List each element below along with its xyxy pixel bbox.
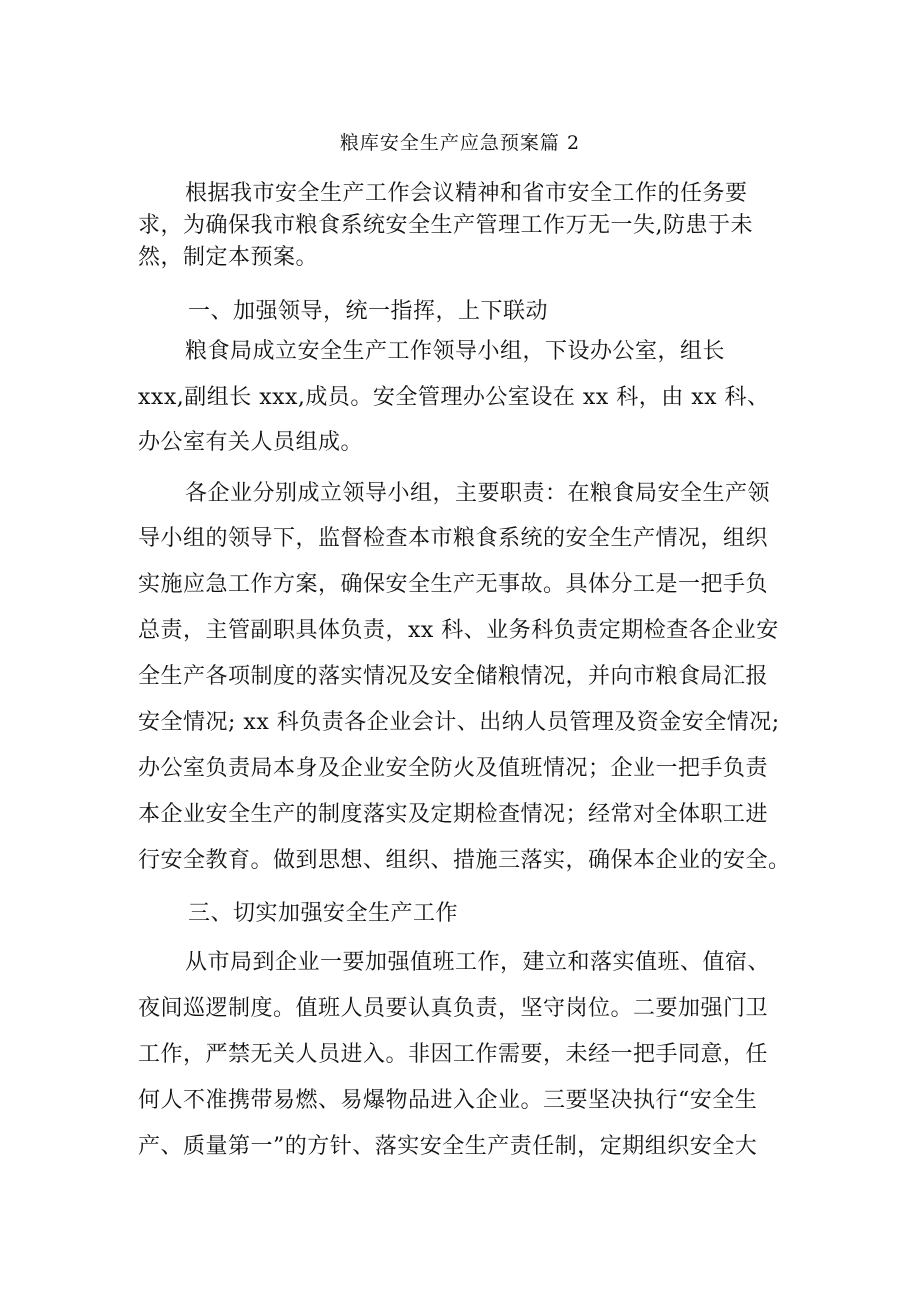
paragraph-line: 求，为确保我市粮食系统安全生产管理工作万无一失,防患于未 [138,213,753,238]
paragraph-line: 总责，主管副职具体负责，xx 科、业务科负责定期检查各企业安 [138,618,779,643]
paragraph-line: 然，制定本预案。 [138,245,319,270]
section-heading: 一、加强领导，统一指挥，上下联动 [188,299,549,324]
paragraph-line: 夜间巡逻制度。值班人员要认真负责，坚守岗位。二要加强门卫 [138,996,769,1021]
paragraph-line: 全生产各项制度的落实情况及安全储粮情况，并向市粮食局汇报 [138,664,769,689]
paragraph-line: 导小组的领导下，监督检查本市粮食系统的安全生产情况，组织 [138,526,769,551]
section-heading: 三、切实加强安全生产工作 [188,901,459,926]
paragraph-line: 根据我市安全生产工作会议精神和省市安全工作的任务要 [185,181,748,206]
paragraph-line: 从市局到企业一要加强值班工作，建立和落实值班、值宿、 [185,950,771,975]
paragraph-line: 安全情况; xx 科负责各企业会计、出纳人员管理及资金安全情况; [138,710,780,735]
paragraph-line: 何人不准携带易燃、易爆物品进入企业。三要坚决执行“安全生 [138,1088,758,1113]
paragraph-line: 各企业分别成立领导小组，主要职责：在粮食局安全生产领 [185,481,771,506]
paragraph-line: 本企业安全生产的制度落实及定期检查情况；经常对全体职工进 [138,802,769,827]
paragraph-line: 产、质量第一”的方针、落实安全生产责任制，定期组织安全大 [138,1134,758,1159]
document-title: 粮库安全生产应急预案篇 2 [339,132,581,154]
paragraph-line: 工作，严禁无关人员进入。非因工作需要，未经一把手同意，任 [138,1042,769,1067]
paragraph-line: 行安全教育。做到思想、组织、措施三落实，确保本企业的安全。 [138,848,791,873]
paragraph-line: 办公室有关人员组成。 [138,430,364,455]
paragraph-line: 办公室负责局本身及企业安全防火及值班情况；企业一把手负责 [138,756,769,781]
paragraph-line: xxx,副组长 xxx,成员。安全管理办公室设在 xx 科，由 xx 科、 [138,385,770,410]
paragraph-line: 粮食局成立安全生产工作领导小组，下设办公室，组长 [185,339,726,364]
paragraph-line: 实施应急工作方案，确保安全生产无事故。具体分工是一把手负 [138,572,769,597]
